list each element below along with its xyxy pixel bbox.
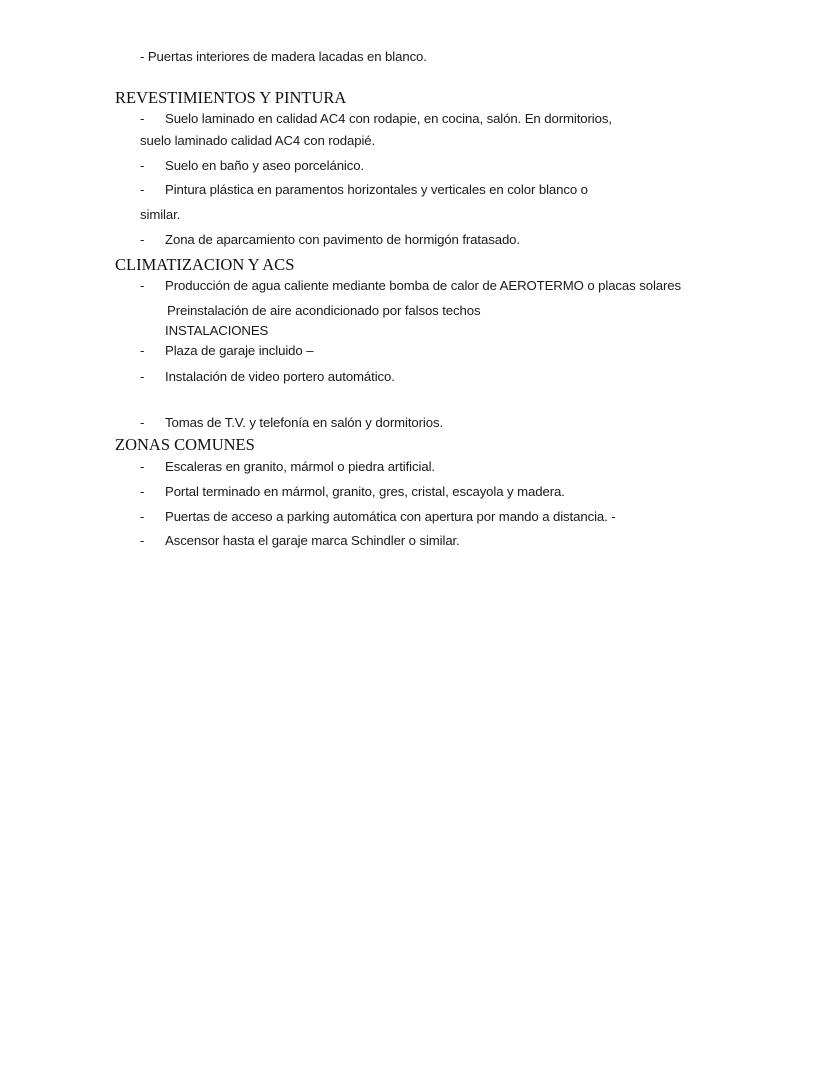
section-title-zonas-comunes: ZONAS COMUNES <box>115 435 255 454</box>
section-title-revestimientos: REVESTIMIENTOS Y PINTURA <box>115 88 347 107</box>
list-item-continuation: similar. <box>140 207 181 222</box>
list-bullet: - <box>140 278 145 293</box>
list-item: Instalación de video portero automático. <box>165 369 395 384</box>
intro-line: - Puertas interiores de madera lacadas en blanco. <box>140 49 427 64</box>
list-item: Producción de agua caliente mediante bomba de calor de AEROTERMO o placas solares <box>165 278 682 293</box>
list-item-continuation: suelo laminado calidad AC4 con rodapié. <box>140 133 376 148</box>
list-bullet: - <box>140 533 145 548</box>
list-item-continuation: INSTALACIONES <box>165 323 269 338</box>
list-item: Pintura plástica en paramentos horizontales y verticales en color blanco o <box>165 182 588 197</box>
list-item: Portal terminado en mármol, granito, gres, cristal, escayola y madera. <box>165 484 565 499</box>
list-bullet: - <box>140 158 145 173</box>
list-item-continuation: Preinstalación de aire acondicionado por falsos techos <box>167 303 481 318</box>
list-bullet: - <box>140 484 145 499</box>
list-bullet: - <box>140 369 145 384</box>
list-item: Tomas de T.V. y telefonía en salón y dormitorios. <box>165 415 444 430</box>
list-item: Suelo laminado en calidad AC4 con rodapie, en cocina, salón. En dormitorios, <box>165 111 612 126</box>
list-bullet: - <box>140 111 145 126</box>
list-bullet: - <box>140 232 145 247</box>
list-bullet: - <box>140 182 145 197</box>
section-title-climatizacion: CLIMATIZACION Y ACS <box>115 255 295 274</box>
list-item: Ascensor hasta el garaje marca Schindler o similar. <box>165 533 460 548</box>
list-item: Zona de aparcamiento con pavimento de hormigón fratasado. <box>165 232 520 247</box>
list-bullet: - <box>140 415 145 430</box>
list-item: Escaleras en granito, mármol o piedra artificial. <box>165 459 435 474</box>
list-bullet: - <box>140 509 145 524</box>
list-item: Puertas de acceso a parking automática con apertura por mando a distancia. - <box>165 509 616 524</box>
list-bullet: - <box>140 343 145 358</box>
list-item: Plaza de garaje incluido – <box>165 343 314 358</box>
list-bullet: - <box>140 459 145 474</box>
list-item: Suelo en baño y aseo porcelánico. <box>165 158 365 173</box>
